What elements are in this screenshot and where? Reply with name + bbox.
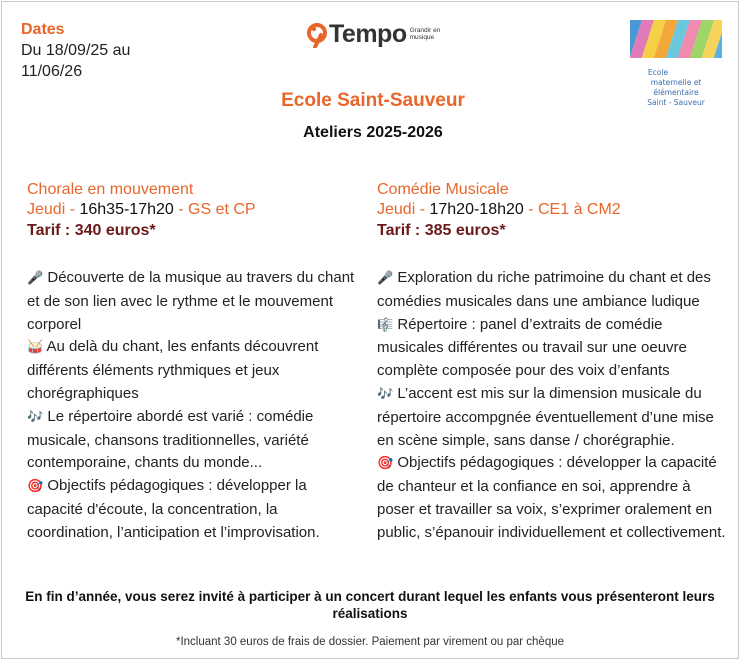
item-text: Découverte de la musique au travers du chant et de son lien avec le rythme et le mouvement corporel	[27, 269, 355, 333]
item-text: L’accent est mis sur la dimension musicale du répertoire accompgnée éventuellement d’une mise en scène simple, sans danse / chorégraphie.	[377, 384, 714, 449]
microphone-icon: 🎤	[27, 271, 44, 286]
list-item	[377, 267, 732, 314]
music-notes-icon: 🎶	[377, 386, 394, 402]
brand-tagline: Grandir en musique	[409, 27, 441, 41]
closing-note: En fin d’année, vous serez invité à participer à un concert durant lequel les enfants vous présenteront leurs réalisations	[25, 589, 715, 621]
item-text: Le répertoire abordé est varié : comédie musicale, chansons traditionnelles, variété contemporaine, chants du monde...	[27, 407, 314, 472]
dates-label: Dates	[21, 21, 65, 38]
workshop-description	[27, 267, 357, 545]
list-item	[377, 383, 732, 452]
list-item	[377, 452, 732, 544]
brand-name: Tempo	[329, 20, 407, 48]
workshop-schedule	[27, 200, 357, 220]
list-item	[27, 336, 357, 405]
item-text: Au delà du chant, les enfants découvrent différents éléments rythmiques et jeux chorégraphiques	[27, 338, 319, 402]
item-text: Répertoire : panel d’extraits de comédie musicales différentes ou travail sur une oeuvre complète composée pour des voix d’enfants	[377, 315, 687, 380]
school-logo-line3: Saint - Sauveur	[647, 98, 705, 107]
workshop-schedule	[377, 200, 732, 220]
workshop-title: Chorale en mouvement	[27, 181, 194, 198]
list-item	[27, 475, 357, 544]
workshop-time: 17h20-18h20	[429, 201, 524, 218]
subtitle: Ateliers 2025-2026	[303, 124, 443, 141]
workshop-chorale	[27, 180, 357, 545]
workshop-comedie	[377, 180, 732, 545]
music-score-icon: 🎼	[377, 317, 394, 333]
list-item	[27, 267, 357, 336]
workshop-description	[377, 267, 732, 545]
tempo-logo	[306, 18, 452, 50]
dates-block	[21, 20, 191, 82]
footnote: *Incluant 30 euros de frais de dossier. Paiement par virement ou par chèque	[175, 636, 565, 648]
item-text: Exploration du riche patrimoine du chant et des comédies musicales dans une ambiance ludique	[377, 269, 711, 310]
target-icon: 🎯	[377, 456, 394, 472]
workshop-price: Tarif : 385 euros*	[377, 222, 506, 239]
workshop-day: Jeudi	[27, 201, 66, 218]
item-text: Objectifs pédagogiques : développer la capacité d'écoute, la concentration, la coordination, l’anticipation et l’improvisation.	[27, 477, 320, 541]
schedule-separator: -	[65, 201, 80, 218]
workshop-day: Jeudi	[377, 201, 416, 218]
workshop-price: Tarif : 340 euros*	[27, 222, 156, 239]
school-logo-line2: maternelle et élémentaire	[650, 78, 702, 97]
school-logo-line1: Ecole	[647, 68, 669, 77]
workshop-level: GS et CP	[188, 201, 256, 218]
dates-value: Du 18/09/25 au 11/06/26	[21, 42, 131, 80]
list-item	[377, 314, 732, 383]
tempo-note-icon	[306, 20, 328, 48]
workshop-level: CE1 à CM2	[538, 201, 621, 218]
schedule-separator: -	[173, 201, 188, 218]
workshop-time: 16h35-17h20	[79, 201, 174, 218]
music-notes-icon: 🎶	[27, 409, 44, 425]
school-title: Ecole Saint-Sauveur	[281, 90, 465, 111]
drum-icon: 🥁	[27, 340, 44, 356]
list-item	[27, 406, 357, 475]
microphone-icon: 🎤	[377, 271, 394, 286]
target-icon: 🎯	[27, 479, 44, 495]
schedule-separator: -	[523, 201, 538, 218]
item-text: Objectifs pédagogiques : développer la capacité de chanteur et la confiance en soi, apprendre à poser et travailler sa voix, s’exprimer oralement en public, s’épanouir individuellement et collectivement.	[377, 454, 726, 541]
workshop-title: Comédie Musicale	[377, 181, 509, 198]
schedule-separator: -	[415, 201, 430, 218]
